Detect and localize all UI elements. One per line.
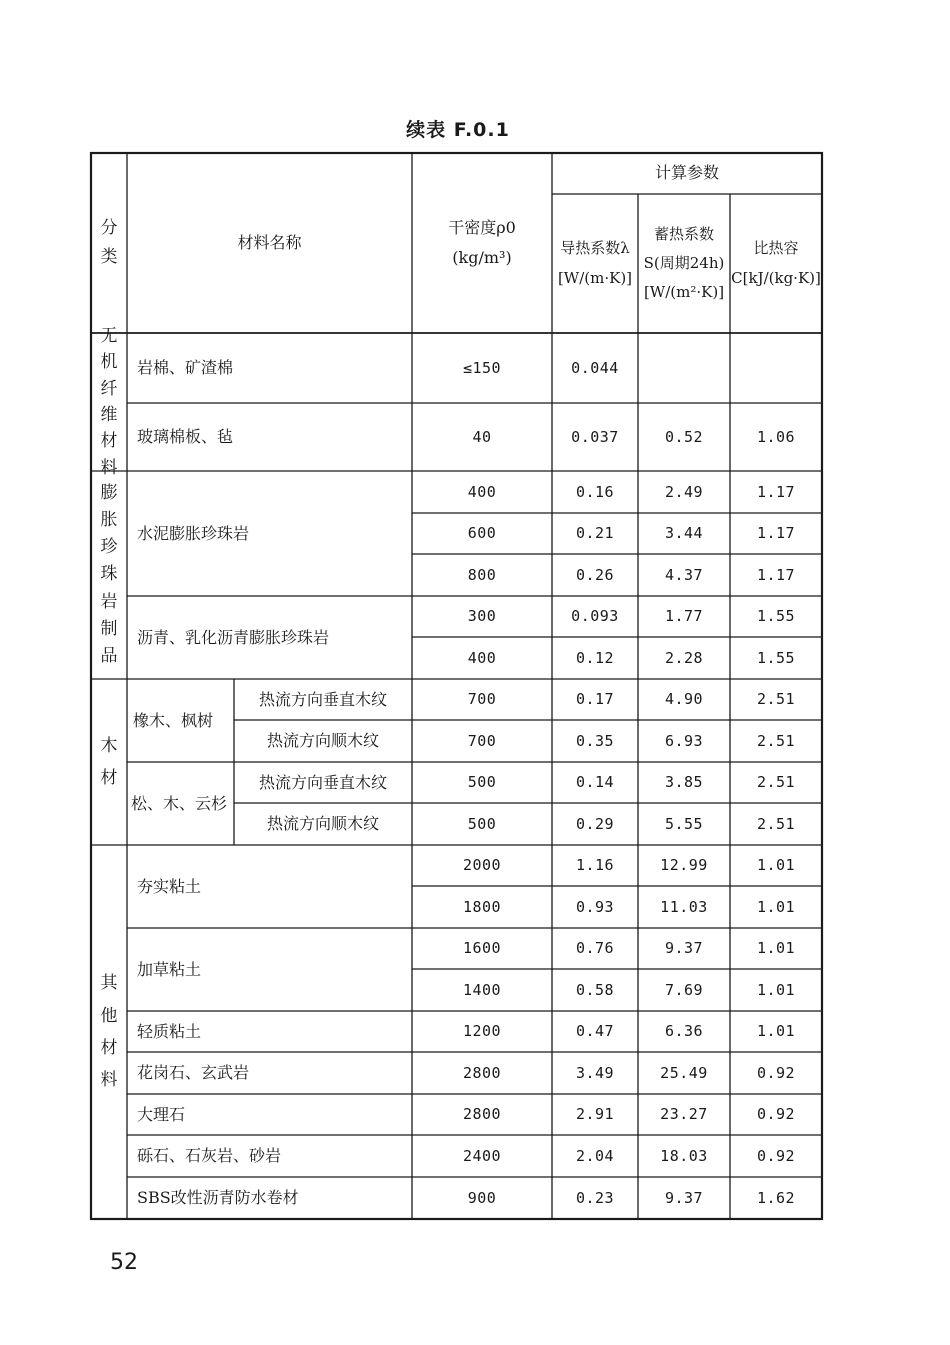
heat-storage-cell: 3.44: [664, 524, 704, 543]
wood-direction: 热流方向顺木纹: [266, 814, 379, 833]
specific-heat-cell: 1.55: [756, 648, 796, 667]
specific-heat-cell: 1.55: [756, 607, 796, 626]
material-name: 加草粘土: [137, 959, 202, 979]
specific-heat-cell: 1.17: [756, 524, 796, 543]
material-name: 橡木、枫树: [133, 710, 214, 730]
conductivity-cell: 0.12: [575, 648, 615, 667]
heat-storage-cell: 9.37: [664, 1188, 704, 1207]
heat-storage-cell: 18.03: [660, 1146, 708, 1165]
density-cell: 500: [467, 773, 497, 792]
density-cell: 1200: [462, 1022, 502, 1041]
density-cell: 2000: [462, 856, 502, 875]
header-density: 干密度ρ0 (kg/m³): [448, 217, 516, 267]
material-name: 松、木、云杉: [131, 793, 228, 813]
table-title: 续表 F.0.1: [406, 119, 510, 141]
density-cell: 300: [467, 607, 497, 626]
specific-heat-cell: 1.06: [756, 427, 796, 446]
material-name: 沥青、乳化沥青膨胀珍珠岩: [137, 627, 330, 647]
heat-storage-cell: 7.69: [664, 980, 704, 999]
conductivity-cell: 0.58: [575, 980, 615, 999]
density-cell: 500: [467, 814, 497, 833]
conductivity-cell: 0.47: [575, 1022, 615, 1041]
material-name: 大理石: [137, 1104, 186, 1124]
conductivity-cell: 0.76: [575, 939, 615, 958]
conductivity-cell: 0.093: [571, 607, 619, 626]
heat-storage-cell: 12.99: [660, 856, 708, 875]
heat-storage-cell: 6.36: [664, 1022, 704, 1041]
page-number: 52: [110, 1250, 138, 1275]
conductivity-cell: 0.26: [575, 565, 615, 584]
heat-storage-cell: 1.77: [664, 607, 704, 626]
density-cell: 800: [467, 565, 497, 584]
conductivity-cell: 0.037: [571, 427, 619, 446]
conductivity-cell: 0.17: [575, 690, 615, 709]
conductivity-cell: 0.35: [575, 731, 615, 750]
header-heat-storage: 蓄热系数S(周期24h)[W/(m²·K)]: [643, 224, 725, 302]
heat-storage-cell: [638, 333, 730, 403]
specific-heat-cell: 1.01: [756, 980, 796, 999]
header-category: 分类: [100, 218, 118, 267]
density-cell: 2800: [462, 1105, 502, 1124]
conductivity-cell: 0.93: [575, 897, 615, 916]
specific-heat-cell: 1.01: [756, 897, 796, 916]
density-cell: 600: [467, 524, 497, 543]
conductivity-cell: 0.21: [575, 524, 615, 543]
density-cell: 400: [467, 648, 497, 667]
conductivity-cell: 1.16: [575, 856, 615, 875]
conductivity-cell: 0.29: [575, 814, 615, 833]
specific-heat-cell: 0.92: [756, 1146, 796, 1165]
density-cell: ≤150: [462, 358, 502, 377]
header-conductivity: 导热系数λ [W/(m·K)]: [557, 239, 633, 287]
material-name: 玻璃棉板、毡: [137, 427, 234, 446]
specific-heat-cell: 2.51: [756, 773, 796, 792]
specific-heat-cell: 1.01: [756, 856, 796, 875]
conductivity-cell: 0.23: [575, 1188, 615, 1207]
heat-storage-cell: 6.93: [664, 731, 704, 750]
density-cell: 1600: [462, 939, 502, 958]
header-specific-heat: 比热容C[kJ/(kg·K)]: [731, 239, 821, 287]
specific-heat-cell: [730, 333, 822, 403]
wood-direction: 热流方向顺木纹: [266, 731, 379, 750]
conductivity-cell: 0.16: [575, 482, 615, 501]
heat-storage-cell: 2.49: [664, 482, 704, 501]
density-cell: 2400: [462, 1146, 502, 1165]
conductivity-cell: 0.14: [575, 773, 615, 792]
material-name: 夯实粘土: [137, 876, 202, 896]
density-cell: 40: [472, 427, 492, 446]
heat-storage-cell: 4.37: [664, 565, 704, 584]
heat-storage-cell: 2.28: [664, 648, 704, 667]
heat-storage-cell: 4.90: [664, 690, 704, 709]
material-name: 水泥膨胀珍珠岩: [137, 523, 250, 543]
specific-heat-cell: 1.01: [756, 939, 796, 958]
specific-heat-cell: 1.01: [756, 1022, 796, 1041]
category-cell: 无机纤维材料: [100, 325, 118, 478]
specific-heat-cell: 0.92: [756, 1105, 796, 1124]
heat-storage-cell: 23.27: [660, 1105, 708, 1124]
density-cell: 1800: [462, 897, 502, 916]
material-name: SBS改性沥青防水卷材: [137, 1188, 299, 1207]
heat-storage-cell: 5.55: [664, 814, 704, 833]
heat-storage-cell: 25.49: [660, 1063, 708, 1082]
category-cell: 膨胀珍珠岩制品: [100, 482, 118, 666]
density-cell: 1400: [462, 980, 502, 999]
density-cell: 400: [467, 482, 497, 501]
header-material: 材料名称: [237, 232, 302, 252]
conductivity-cell: 0.044: [571, 358, 619, 377]
heat-storage-cell: 11.03: [660, 897, 708, 916]
specific-heat-cell: 2.51: [756, 690, 796, 709]
specific-heat-cell: 1.17: [756, 565, 796, 584]
material-name: 砾石、石灰岩、砂岩: [137, 1146, 282, 1165]
conductivity-cell: 2.04: [575, 1146, 615, 1165]
category-cell: 木材: [100, 735, 118, 788]
heat-storage-cell: 3.85: [664, 773, 704, 792]
heat-storage-cell: 0.52: [664, 427, 704, 446]
category-cell: 其他材料: [100, 973, 118, 1091]
density-cell: 2800: [462, 1063, 502, 1082]
density-cell: 700: [467, 731, 497, 750]
specific-heat-cell: 2.51: [756, 814, 796, 833]
material-name: 岩棉、矿渣棉: [137, 358, 234, 377]
specific-heat-cell: 1.62: [756, 1188, 796, 1207]
specific-heat-cell: 2.51: [756, 731, 796, 750]
wood-direction: 热流方向垂直木纹: [258, 689, 387, 709]
conductivity-cell: 3.49: [575, 1063, 615, 1082]
header-calc-params: 计算参数: [654, 163, 719, 183]
specific-heat-cell: 1.17: [756, 482, 796, 501]
density-cell: 900: [467, 1188, 497, 1207]
heat-storage-cell: 9.37: [664, 939, 704, 958]
conductivity-cell: 2.91: [575, 1105, 615, 1124]
specific-heat-cell: 0.92: [756, 1063, 796, 1082]
material-name: 花岗石、玄武岩: [137, 1063, 250, 1082]
density-cell: 700: [467, 690, 497, 709]
wood-direction: 热流方向垂直木纹: [258, 772, 387, 792]
material-name: 轻质粘土: [137, 1021, 202, 1041]
